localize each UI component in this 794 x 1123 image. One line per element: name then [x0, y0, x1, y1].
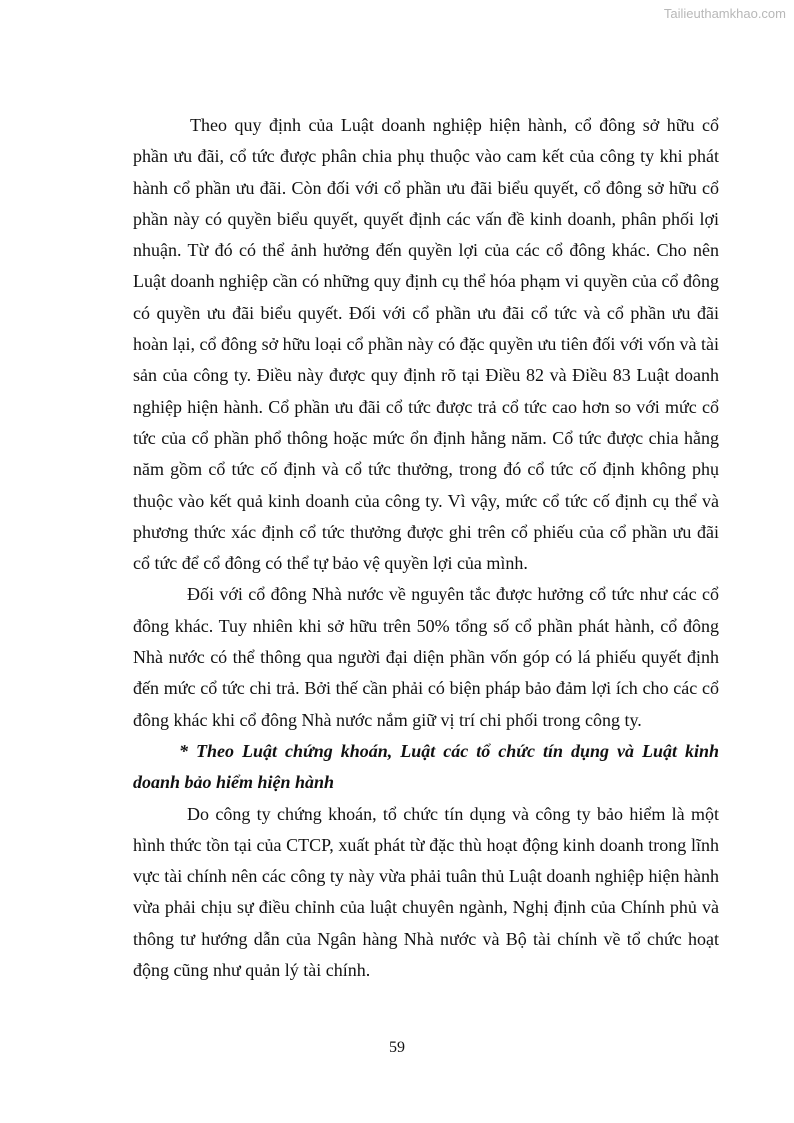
paragraph-1: Theo quy định của Luật doanh nghiệp hiện hành, cổ đông sở hữu cổ phần ưu đãi, cổ tức được phân chia phụ thuộc vào cam kết của công ty khi phát hành cổ phần ưu đãi. Còn đối với cổ phần ưu đãi biểu quyết, cổ đông sở hữu cổ phần này có quyền biểu quyết, quyết định các vấn đề kinh doanh, phân phối lợi nhuận. Từ đó có thể ảnh hưởng đến quyền lợi của các cổ đông khác. Cho nên Luật doanh nghiệp cần có những quy định cụ thể hóa phạm vi quyền của cổ đông có quyền ưu đãi biểu quyết. Đối với cổ phần ưu đãi cổ tức và cổ phần ưu đãi hoàn lại, cổ đông sở hữu loại cổ phần này có đặc quyền ưu tiên đối với vốn và tài sản của công ty. Điều này được quy định rõ tại Điều 82 và Điều 83 Luật doanh nghiệp hiện hành. Cổ phần ưu đãi cổ tức được trả cổ tức cao hơn so với mức cổ tức của cổ phần phổ thông hoặc mức ổn định hằng năm. Cổ tức được chia hằng năm gồm cổ tức cố định và cổ tức thưởng, trong đó cổ tức cố định không phụ thuộc vào kết quả kinh doanh của công ty. Vì vậy, mức cổ tức cố định cụ thể và phương thức xác định cổ tức thưởng được ghi trên cổ phiếu của cổ phần ưu đãi cổ tức để cổ đông có thể tự bảo vệ quyền lợi của mình. — [133, 115, 719, 574]
paragraph-3: Do công ty chứng khoán, tổ chức tín dụng và công ty bảo hiểm là một hình thức tồn tại của CTCP, xuất phát từ đặc thù hoạt động kinh doanh trong lĩnh vực tài chính nên các công ty này vừa phải tuân thủ Luật doanh nghiệp hiện hành vừa phải chịu sự điều chỉnh của luật chuyên ngành, Nghị định của Chính phủ và thông tư hướng dẫn của Ngân hàng Nhà nước và Bộ tài chính về tổ chức hoạt động cũng như quản lý tài chính. — [133, 803, 719, 981]
page-number: 59 — [389, 1039, 405, 1056]
watermark-text: Tailieuthamkhao.com — [663, 6, 786, 21]
paragraph-2: Đối với cổ đông Nhà nước về nguyên tắc được hưởng cổ tức như các cổ đông khác. Tuy nhiên khi sở hữu trên 50% tổng số cổ phần phát hành, cổ đông Nhà nước có thể thông qua người đại diện phần vốn góp có lá phiếu quyết định đến mức cổ tức chi trả. Bởi thế cần phải có biện pháp bảo đảm lợi ích cho các cổ đông khác khi cổ đông Nhà nước nắm giữ vị trí chi phối trong công ty. — [133, 584, 719, 730]
document-body — [133, 110, 719, 986]
section-heading: * Theo Luật chứng khoán, Luật các tổ chức tín dụng và Luật kinh doanh bảo hiểm hiện hành — [133, 740, 719, 793]
